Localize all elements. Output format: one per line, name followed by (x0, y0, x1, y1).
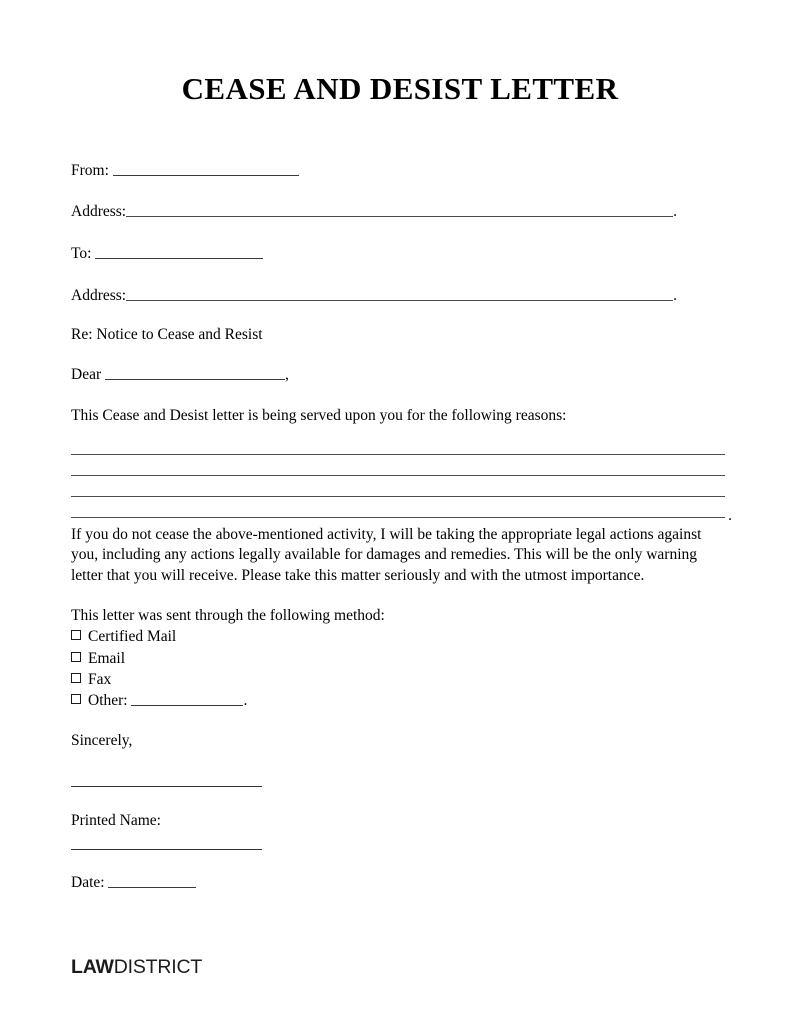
printed-name-line[interactable] (71, 849, 262, 850)
date-row (71, 873, 196, 893)
delivery-method-block (71, 605, 385, 711)
recipient-address-input[interactable] (126, 286, 673, 301)
from-input[interactable] (113, 161, 299, 176)
delivery-option-label: Certified Mail (88, 628, 177, 646)
checkbox-icon[interactable] (71, 694, 81, 704)
to-label: To: (71, 245, 92, 262)
closing-row (71, 731, 132, 751)
warning-paragraph: If you do not cease the above-mentioned activity, I will be taking the appropriate legal actions against you, including any actions legally available for damages and remedies. This will be the only warning letter that you will receive. Please take this matter seriously and with the utmost importance. (71, 526, 702, 584)
logo-district-text: DISTRICT (113, 956, 203, 978)
recipient-address-label: Address: (71, 287, 127, 304)
recipient-address-row (71, 286, 677, 306)
delivery-option-other-input[interactable] (131, 691, 243, 706)
delivery-option-label: Email (88, 649, 126, 667)
delivery-option-fax[interactable] (71, 669, 385, 690)
printed-name-rule[interactable] (71, 849, 262, 850)
delivery-method-intro: This letter was sent through the following method: (71, 607, 385, 624)
sender-address-row (71, 202, 677, 222)
lawdistrict-logo (71, 956, 202, 979)
sender-address-terminator: . (673, 203, 677, 220)
printed-name-label: Printed Name: (71, 812, 161, 829)
sender-address-input[interactable] (126, 202, 673, 217)
reason-line[interactable] (71, 455, 725, 476)
logo-law-text: LAW (71, 956, 114, 978)
date-input[interactable] (108, 873, 196, 888)
reasons-terminator: . (728, 506, 732, 524)
page-title: CEASE AND DESIST LETTER (181, 71, 619, 106)
delivery-option-other[interactable] (71, 690, 385, 711)
delivery-option-certified-mail[interactable] (71, 626, 385, 647)
signature-line[interactable] (71, 786, 262, 787)
reasons-blank-lines (71, 434, 732, 524)
reason-line[interactable] (71, 476, 725, 497)
to-input[interactable] (95, 244, 263, 259)
from-label: From: (71, 162, 109, 179)
from-row (71, 161, 299, 181)
signature-rule[interactable] (71, 786, 262, 787)
checkbox-icon[interactable] (71, 630, 81, 640)
salutation-comma: , (285, 366, 289, 383)
checkbox-icon[interactable] (71, 673, 81, 683)
closing-label: Sincerely, (71, 732, 133, 749)
delivery-option-label: Other: (88, 692, 128, 710)
reasons-intro: This Cease and Desist letter is being served upon you for the following reasons: (71, 407, 567, 424)
salutation-name-input[interactable] (105, 365, 285, 380)
delivery-option-other-terminator: . (243, 692, 248, 710)
checkbox-icon[interactable] (71, 652, 81, 662)
reason-line[interactable] (71, 434, 725, 455)
salutation-greeting: Dear (71, 366, 102, 383)
delivery-option-label: Fax (88, 670, 112, 688)
sender-address-label: Address: (71, 203, 127, 220)
to-row (71, 244, 263, 264)
delivery-option-email[interactable] (71, 648, 385, 669)
printed-name-row (71, 811, 161, 831)
recipient-address-terminator: . (673, 287, 677, 304)
reason-line[interactable] (71, 497, 732, 524)
subject-line: Re: Notice to Cease and Resist (71, 326, 263, 343)
salutation-row (71, 365, 289, 385)
date-label: Date: (71, 874, 105, 891)
